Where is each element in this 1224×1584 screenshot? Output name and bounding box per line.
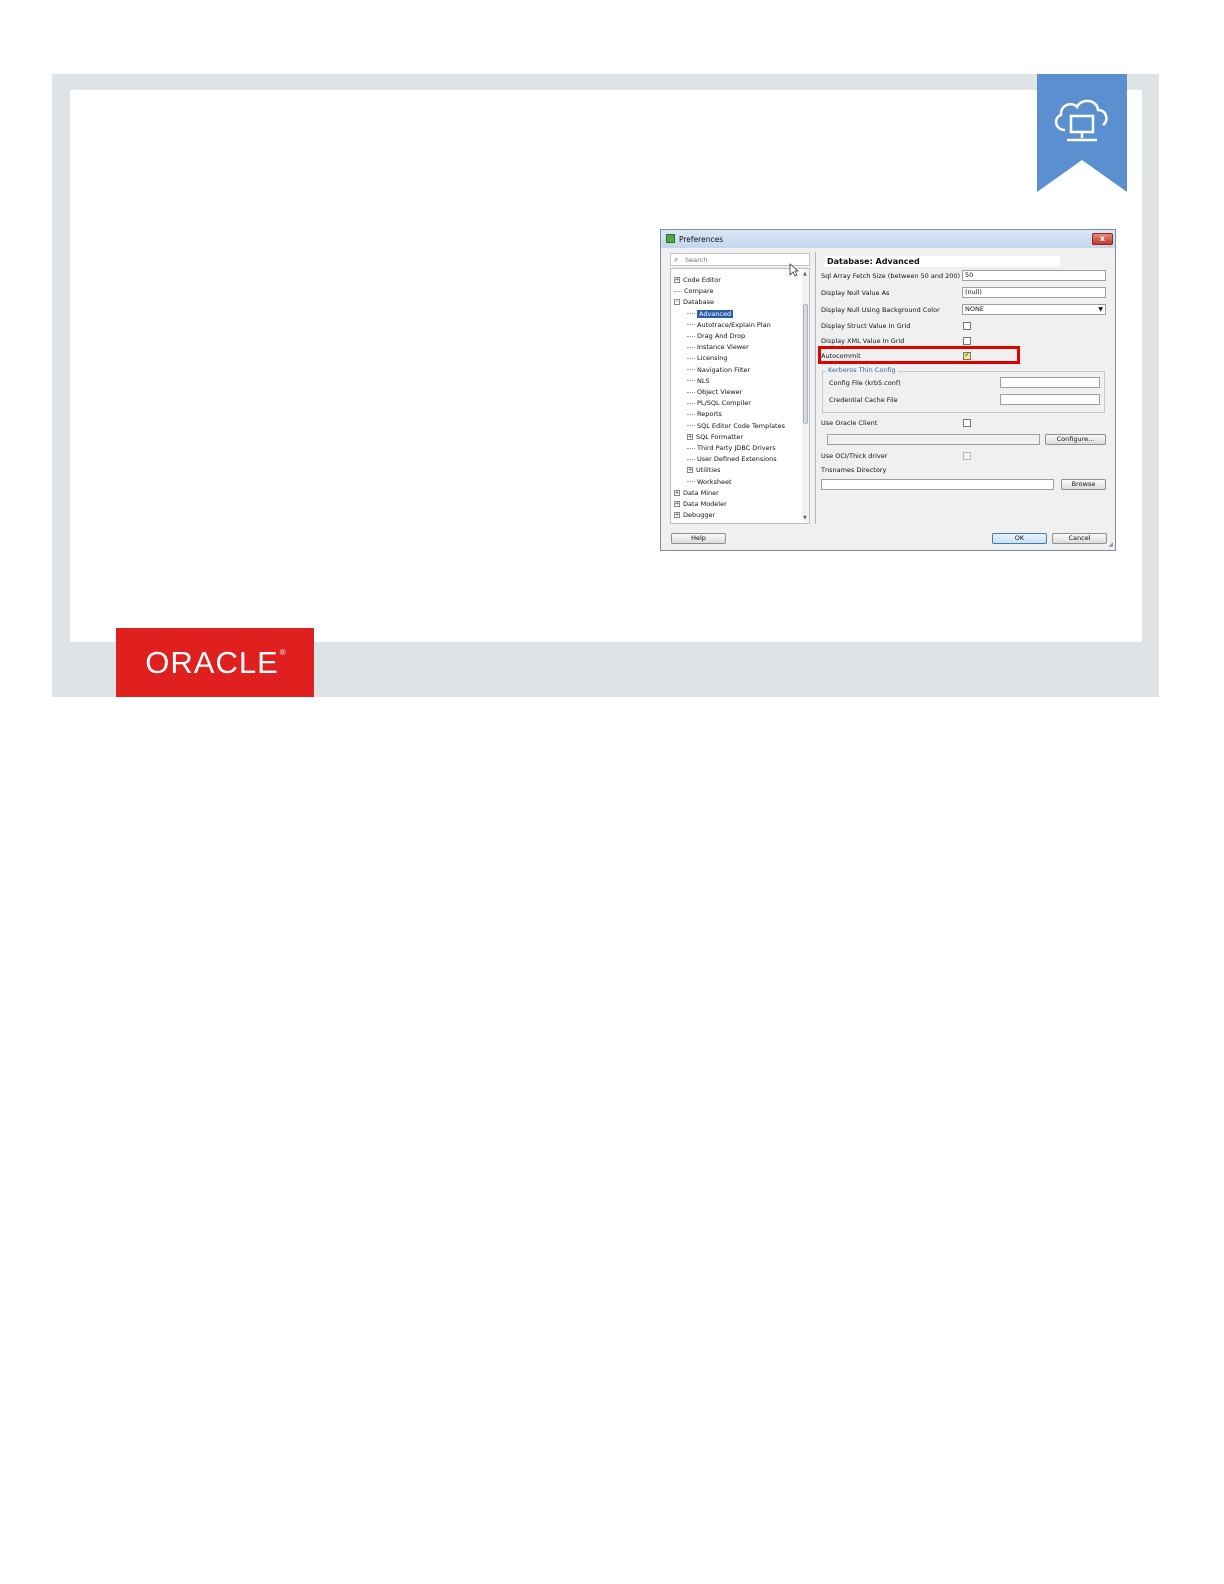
sql-array-fetch-field[interactable]: 50	[962, 270, 1106, 281]
close-button[interactable]: x	[1092, 233, 1113, 245]
tree-item-label: Navigation Filter	[697, 365, 751, 374]
xml-in-grid-checkbox[interactable]	[963, 337, 971, 345]
tree-item[interactable]	[687, 443, 776, 453]
tree-item-label: User Defined Extensions	[697, 455, 777, 464]
tree-item[interactable]	[674, 297, 714, 307]
tree-item-label: Advanced	[699, 309, 732, 318]
tree-item[interactable]	[687, 353, 728, 363]
tree-item-label: PL/SQL Compiler	[697, 399, 751, 408]
tree-connector	[687, 347, 695, 348]
tree-connector	[687, 324, 695, 325]
dropdown-arrow-icon: ▼	[1098, 306, 1103, 313]
panel-divider	[815, 252, 816, 524]
browse-button[interactable]: Browse	[1061, 479, 1106, 490]
cancel-button[interactable]: Cancel	[1052, 533, 1107, 544]
expand-icon[interactable]: +	[675, 501, 680, 507]
use-oracle-client-checkbox[interactable]	[963, 419, 971, 427]
expand-icon[interactable]: +	[688, 433, 693, 440]
help-button[interactable]: Help	[671, 533, 726, 544]
tree-item-label: NLS	[697, 376, 710, 385]
resize-grip-icon[interactable]: ◢	[1108, 541, 1113, 548]
tree-item[interactable]	[687, 465, 720, 475]
tree-item-label: Object Viewer	[697, 388, 743, 396]
tree-connector	[687, 358, 695, 359]
tree-item[interactable]	[687, 432, 743, 442]
tree-item-label: SQL Formatter	[696, 432, 744, 441]
tree-connector	[687, 459, 695, 460]
scroll-down-arrow-icon[interactable]: ▼	[803, 515, 807, 521]
tree-item[interactable]	[687, 309, 733, 319]
xml-in-grid-label: Display XML Value In Grid	[821, 337, 905, 345]
tree-item-label: Third Party JDBC Drivers	[697, 444, 776, 452]
preferences-tree[interactable]	[670, 268, 810, 524]
tree-connector	[687, 414, 695, 415]
tree-connector	[687, 369, 695, 370]
tree-item[interactable]	[687, 421, 785, 431]
tree-connector	[687, 403, 695, 404]
use-oci-checkbox[interactable]	[963, 452, 971, 460]
tree-connector	[687, 481, 695, 482]
expand-icon[interactable]: +	[675, 489, 680, 496]
tree-item[interactable]	[687, 376, 710, 386]
dialog-title: Preferences	[679, 235, 724, 244]
tree-connector	[674, 291, 682, 292]
tree-item[interactable]	[687, 320, 771, 330]
credential-cache-field[interactable]	[1000, 394, 1100, 405]
tree-item[interactable]	[674, 275, 721, 285]
oracle-logo: ORACLE ®	[116, 628, 314, 697]
display-null-label: Display Null Value As	[821, 289, 890, 297]
expand-icon[interactable]: +	[688, 467, 693, 474]
credential-cache-label: Credential Cache File	[829, 396, 898, 404]
autocommit-highlight-box	[818, 346, 1020, 364]
display-null-field[interactable]: (null)	[962, 287, 1106, 298]
configure-button[interactable]: Configure...	[1045, 434, 1106, 445]
ok-button[interactable]: OK	[992, 533, 1047, 544]
oracle-client-path-field[interactable]	[827, 434, 1040, 445]
tree-item-label: Database	[683, 298, 715, 307]
panel-title: Database: Advanced	[824, 256, 1060, 267]
config-file-field[interactable]	[1000, 377, 1100, 388]
search-icon: ⌕	[674, 255, 679, 264]
tree-item-label: Data Modeler	[683, 500, 727, 508]
tree-scrollbar[interactable]	[802, 270, 809, 522]
struct-in-grid-checkbox[interactable]	[963, 322, 971, 330]
config-file-label: Config File (krb5.conf)	[829, 379, 901, 387]
tree-item-label: Reports	[697, 410, 722, 419]
mouse-cursor-icon	[789, 263, 799, 277]
tree-item-label: Drag And Drop	[697, 332, 746, 340]
tree-item[interactable]	[687, 331, 745, 341]
struct-in-grid-label: Display Struct Value In Grid	[821, 322, 911, 330]
tree-connector	[687, 313, 695, 314]
tree-connector	[687, 448, 695, 449]
tree-item[interactable]	[674, 499, 727, 509]
tree-item[interactable]	[687, 398, 751, 408]
tree-item[interactable]	[674, 488, 719, 498]
tree-item[interactable]	[674, 286, 714, 296]
expand-icon[interactable]: +	[675, 277, 680, 283]
tree-item-label: Debugger	[683, 511, 716, 520]
null-bg-color-select[interactable]	[962, 304, 1106, 315]
scroll-up-arrow-icon[interactable]: ▲	[803, 271, 807, 277]
tree-connector	[687, 392, 695, 393]
dialog-titlebar	[661, 230, 1115, 248]
use-oci-label: Use OCI/Thick driver	[821, 452, 888, 460]
cloud-computer-icon	[1037, 74, 1127, 192]
tree-item[interactable]	[687, 454, 777, 464]
tree-item-label: Compare	[684, 287, 714, 296]
tree-item[interactable]	[687, 387, 742, 397]
tree-item[interactable]	[674, 510, 715, 520]
search-input[interactable]	[685, 255, 805, 264]
null-bg-color-value: NONE	[965, 305, 984, 313]
tree-connector	[687, 336, 695, 337]
tree-item-label: Code Editor	[683, 276, 721, 284]
autocommit-label: Autocommit	[821, 352, 861, 360]
tree-connector	[687, 380, 695, 381]
kerberos-group-title: Kerberos Thin Config	[828, 366, 896, 374]
tree-item-label: Data Miner	[683, 488, 719, 497]
tree-item-label: SQL Editor Code Templates	[697, 421, 785, 430]
tree-item-label: Instance Viewer	[697, 343, 749, 352]
expand-icon[interactable]: +	[675, 512, 680, 519]
tree-item-label: Worksheet	[697, 477, 732, 486]
tree-item[interactable]	[687, 342, 749, 352]
preferences-app-icon	[666, 234, 675, 243]
tree-item[interactable]	[687, 477, 732, 487]
null-bg-color-label: Display Null Using Background Color	[821, 306, 940, 314]
tree-item[interactable]	[687, 365, 750, 375]
tree-item[interactable]	[687, 409, 722, 419]
tnsnames-label: Tnsnames Directory	[821, 466, 887, 474]
tree-item-label: Licensing	[697, 354, 728, 363]
tree-item-label: Utilities	[696, 466, 721, 475]
scroll-thumb[interactable]	[803, 304, 808, 424]
tnsnames-field[interactable]	[821, 479, 1054, 490]
tree-item-label: Autotrace/Explain Plan	[697, 320, 771, 329]
tree-connector	[687, 425, 695, 426]
collapse-icon[interactable]: -	[674, 299, 680, 305]
preferences-dialog	[660, 229, 1116, 551]
sql-array-fetch-label: Sql Array Fetch Size (between 50 and 200)	[821, 272, 961, 280]
use-oracle-client-label: Use Oracle Client	[821, 419, 878, 427]
